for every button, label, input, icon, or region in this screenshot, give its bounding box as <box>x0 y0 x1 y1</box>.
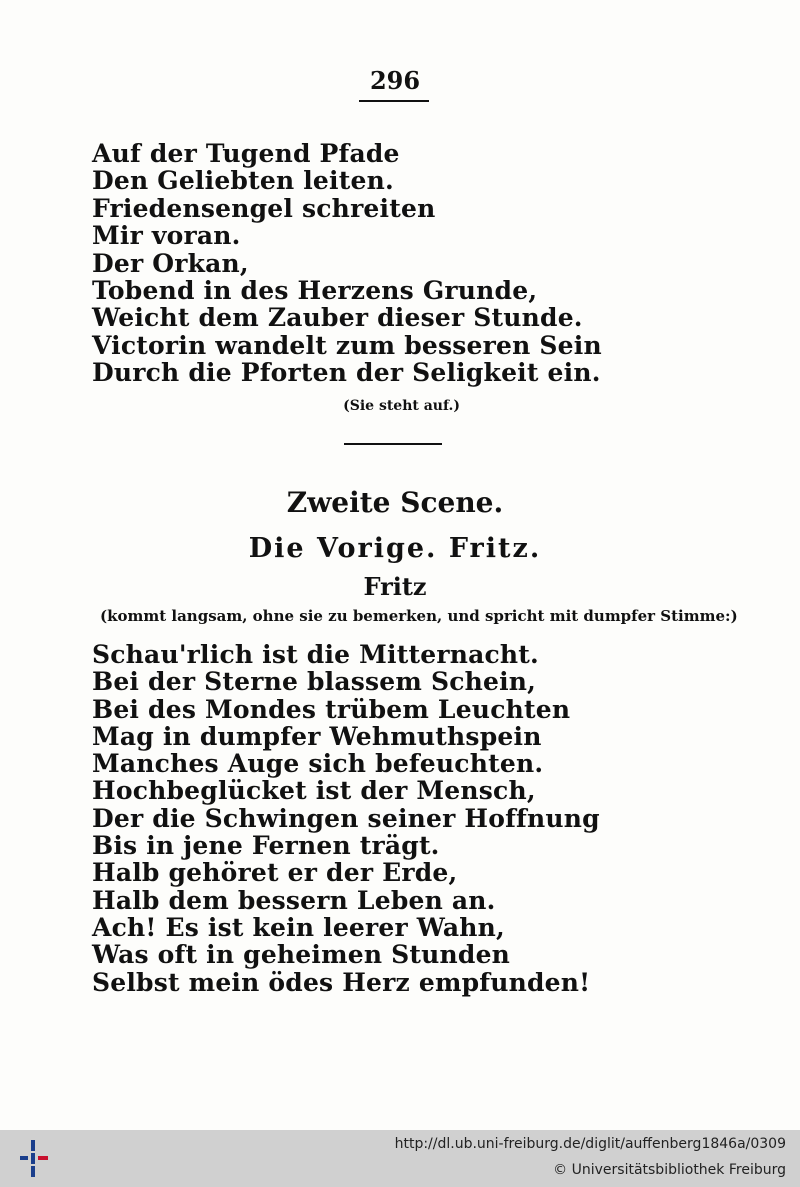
verse-line: Bis in jene Fernen trägt. <box>92 831 440 861</box>
verse-line: Halb dem bessern Leben an. <box>92 885 496 915</box>
verse-block-2 <box>92 641 600 996</box>
footer-bar <box>0 1130 800 1187</box>
speaker-name: Fritz <box>363 572 427 601</box>
verse-block-1 <box>92 140 602 387</box>
verse-line: Ach! Es ist kein leerer Wahn, <box>92 912 505 942</box>
document-url-link[interactable]: http://dl.ub.uni-freiburg.de/diglit/auffenberg1846a/0309 <box>394 1136 786 1152</box>
verse-line: Mag in dumpfer Wehmuthspein <box>92 721 542 751</box>
scene-cast: Die Vorige. Fritz. <box>248 533 542 564</box>
verse-line: Manches Auge sich befeuchten. <box>92 749 544 779</box>
scene-divider <box>344 443 442 445</box>
verse-line: Durch die Pforten der Seligkeit ein. <box>92 358 601 388</box>
verse-line: Victorin wandelt zum besseren Sein <box>92 330 602 360</box>
stage-direction: (kommt langsam, ohne sie zu bemerken, und spricht mit dumpfer Stimme:) <box>100 607 738 625</box>
verse-line: Friedensengel schreiten <box>92 193 436 223</box>
copyright-notice: © Universitätsbibliothek Freiburg <box>553 1162 786 1178</box>
verse-line: Schau'rlich ist die Mitternacht. <box>92 640 539 669</box>
verse-line: Der Orkan, <box>92 248 249 278</box>
verse-line: Weicht dem Zauber dieser Stunde. <box>92 303 583 333</box>
verse-line: Mir voran. <box>92 221 241 251</box>
verse-line: Hochbeglücket ist der Mensch, <box>92 776 536 806</box>
verse-line: Bei der Sterne blassem Schein, <box>92 667 537 697</box>
verse-line: Was oft in geheimen Stunden <box>92 940 511 970</box>
verse-line: Der die Schwingen seiner Hoffnung <box>92 803 600 833</box>
verse-line: Selbst mein ödes Herz empfunden! <box>92 967 591 997</box>
verse-line: Tobend in des Herzens Grunde, <box>92 275 538 305</box>
verse-line: Auf der Tugend Pfade <box>92 139 400 168</box>
stage-direction: (Sie steht auf.) <box>343 398 460 414</box>
page-number: 296 <box>369 66 421 95</box>
page-number-rule <box>359 100 429 102</box>
ub-freiburg-logo-icon[interactable] <box>14 1138 54 1180</box>
verse-line: Den Geliebten leiten. <box>92 166 394 196</box>
verse-line: Halb gehöret er der Erde, <box>92 858 458 888</box>
verse-line: Bei des Mondes trübem Leuchten <box>92 694 571 724</box>
scene-title: Zweite Scene. <box>286 486 504 519</box>
